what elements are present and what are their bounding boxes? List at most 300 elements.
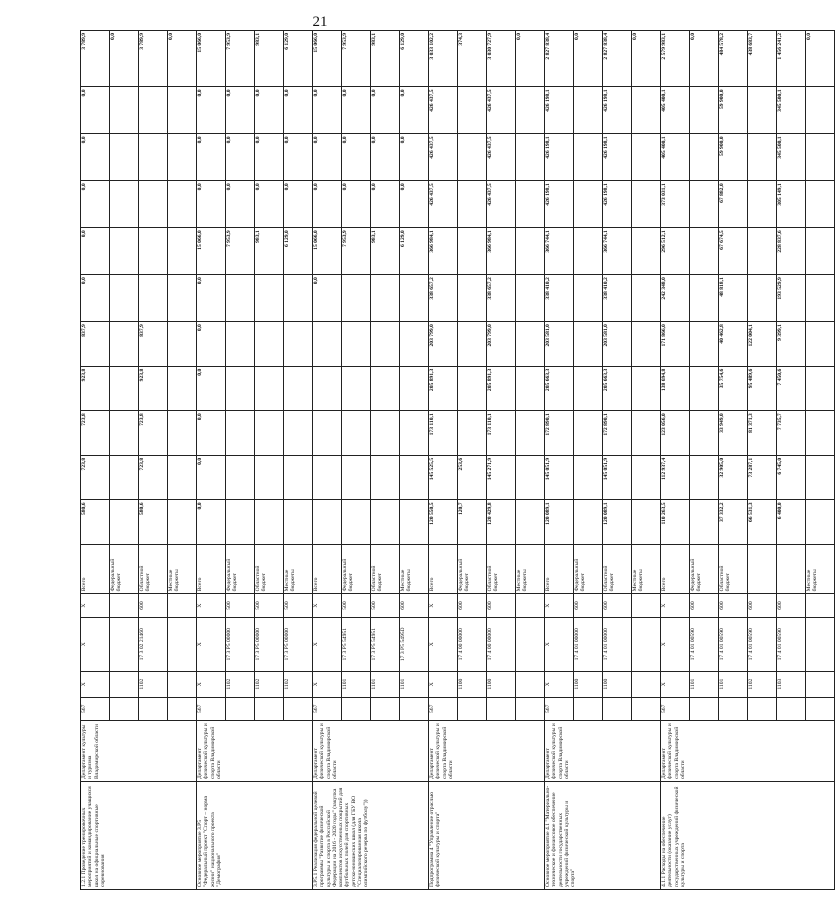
cell-y2019: 7 953,9 xyxy=(342,228,371,275)
cell-source: Областной бюджет xyxy=(371,545,400,594)
cell-agency: Департамент физической культуры и спорта Владимирской области xyxy=(429,721,545,782)
cell-y2020 xyxy=(516,181,545,228)
cell-grbs xyxy=(458,697,487,720)
cell-y2015 xyxy=(806,411,835,456)
cell-y2019 xyxy=(690,228,719,275)
cell-y2020: 0,0 xyxy=(400,181,429,228)
cell-vr: 600 xyxy=(719,594,748,617)
cell-source: Областной бюджет xyxy=(487,545,516,594)
cell-y2017 xyxy=(371,322,400,367)
cell-y2017 xyxy=(400,322,429,367)
cell-csr: 17 4 00 00000 xyxy=(487,617,516,671)
cell-y2014: 73 287,1 xyxy=(748,455,777,500)
cell-csr: X xyxy=(545,617,574,671)
cell-source: Местные бюджеты xyxy=(400,545,429,594)
cell-y2014: 145 525,5 xyxy=(429,455,458,500)
cell-source: Федеральный бюджет xyxy=(574,545,603,594)
cell-y2023: 15 066,0 xyxy=(313,31,342,87)
cell-y2018: 0,0 xyxy=(197,275,226,322)
cell-y2016 xyxy=(574,366,603,411)
cell-y2014: 145 051,9 xyxy=(545,455,574,500)
cell-y2018 xyxy=(516,275,545,322)
cell-y2014 xyxy=(226,455,255,500)
cell-source: Всего xyxy=(81,545,110,594)
table-row xyxy=(197,31,226,890)
cell-grbs xyxy=(139,697,168,720)
cell-total: 120 429,8 xyxy=(487,500,516,545)
cell-name: Основное мероприятие 4.1 "Материально-техническое и финансовое обеспечение деятельности государственных учреждений физической культуры и спорта" xyxy=(545,782,661,890)
cell-source: Всего xyxy=(429,545,458,594)
cell-y2016 xyxy=(342,366,371,411)
cell-rzpr: X xyxy=(197,671,226,697)
cell-y2015 xyxy=(516,411,545,456)
cell-y2022: 0,0 xyxy=(342,87,371,134)
cell-total: 120 089,1 xyxy=(603,500,632,545)
cell-y2023: 0,0 xyxy=(632,31,661,87)
cell-vr: 600 xyxy=(574,594,603,617)
cell-y2018 xyxy=(226,275,255,322)
cell-source: Областной бюджет xyxy=(603,545,632,594)
cell-y2023: 15 066,0 xyxy=(197,31,226,87)
cell-y2020: 426 198,1 xyxy=(545,181,574,228)
cell-y2014 xyxy=(313,455,342,500)
cell-y2016 xyxy=(632,366,661,411)
cell-y2022 xyxy=(516,87,545,134)
cell-y2022: 0,0 xyxy=(313,87,342,134)
table-row xyxy=(545,31,574,890)
cell-y2021: 0,0 xyxy=(255,134,284,181)
cell-y2020: 426 437,5 xyxy=(487,181,516,228)
cell-y2014: 145 271,9 xyxy=(487,455,516,500)
cell-name: 1.2.1 Проведение тренировочных мероприятий и командирование учащихся школ на официальные спортивные соревнования xyxy=(81,782,197,890)
cell-total: 120 089,1 xyxy=(545,500,574,545)
cell-y2021 xyxy=(806,134,835,181)
cell-y2021 xyxy=(168,134,197,181)
cell-source: Областной бюджет xyxy=(719,545,748,594)
cell-y2019: 296 512,1 xyxy=(661,228,690,275)
cell-y2019: 366 984,1 xyxy=(429,228,458,275)
cell-y2017 xyxy=(168,322,197,367)
cell-y2016: 205 891,3 xyxy=(487,366,516,411)
cell-source: Областной бюджет xyxy=(255,545,284,594)
cell-y2014: 253,6 xyxy=(458,455,487,500)
cell-y2016: 205 663,3 xyxy=(545,366,574,411)
cell-y2017: 171 866,0 xyxy=(661,322,690,367)
cell-vr: X xyxy=(313,594,342,617)
cell-y2016 xyxy=(371,366,400,411)
cell-y2016: 138 694,8 xyxy=(661,366,690,411)
cell-y2017: 203 581,0 xyxy=(545,322,574,367)
cell-y2016: 205 891,3 xyxy=(429,366,458,411)
cell-y2014: 723,8 xyxy=(81,455,110,500)
cell-y2021: 345 500,1 xyxy=(777,134,806,181)
cell-y2023: 438 683,7 xyxy=(748,31,777,87)
cell-y2017 xyxy=(226,322,255,367)
cell-grbs xyxy=(516,697,545,720)
cell-total xyxy=(168,500,197,545)
cell-source xyxy=(748,545,777,594)
cell-y2019 xyxy=(139,228,168,275)
cell-source: Федеральный бюджет xyxy=(690,545,719,594)
cell-rzpr: 1102 xyxy=(748,671,777,697)
cell-source: Федеральный бюджет xyxy=(226,545,255,594)
cell-rzpr: 1102 xyxy=(139,671,168,697)
cell-y2019 xyxy=(168,228,197,275)
cell-y2015: 0,0 xyxy=(197,411,226,456)
cell-y2019: 983,1 xyxy=(371,228,400,275)
cell-y2023: 0,0 xyxy=(110,31,139,87)
cell-total xyxy=(371,500,400,545)
cell-csr: X xyxy=(313,617,342,671)
cell-y2016: 923,8 xyxy=(81,366,110,411)
cell-y2019: 366 744,1 xyxy=(603,228,632,275)
cell-y2021 xyxy=(632,134,661,181)
cell-y2018 xyxy=(168,275,197,322)
cell-y2018: 338 657,2 xyxy=(429,275,458,322)
cell-y2020: 426 198,1 xyxy=(603,181,632,228)
cell-y2017 xyxy=(458,322,487,367)
cell-y2018: 338 410,2 xyxy=(545,275,574,322)
cell-grbs: 567 xyxy=(313,697,342,720)
cell-y2020: 426 437,5 xyxy=(429,181,458,228)
cell-csr: 17 3 P5 00000 xyxy=(226,617,255,671)
cell-source: Местные бюджеты xyxy=(284,545,313,594)
cell-csr xyxy=(806,617,835,671)
cell-source: Всего xyxy=(545,545,574,594)
cell-vr: 600 xyxy=(458,594,487,617)
cell-vr: 600 xyxy=(400,594,429,617)
cell-y2022 xyxy=(168,87,197,134)
cell-csr: X xyxy=(661,617,690,671)
cell-grbs: 567 xyxy=(197,697,226,720)
cell-vr: X xyxy=(197,594,226,617)
cell-rzpr: 1101 xyxy=(371,671,400,697)
cell-y2015 xyxy=(313,411,342,456)
cell-y2021 xyxy=(139,134,168,181)
cell-grbs xyxy=(777,697,806,720)
cell-y2014: 32 905,0 xyxy=(719,455,748,500)
cell-y2021: 0,0 xyxy=(197,134,226,181)
cell-y2021: 0,0 xyxy=(342,134,371,181)
cell-y2015: 7 735,7 xyxy=(777,411,806,456)
cell-vr: 500 xyxy=(226,594,255,617)
cell-csr: 17 4 01 00000 xyxy=(574,617,603,671)
cell-y2020 xyxy=(574,181,603,228)
cell-y2016: 7 450,6 xyxy=(777,366,806,411)
cell-y2021: 0,0 xyxy=(400,134,429,181)
cell-agency: Департамент физической культуры и спорта Владимирской области xyxy=(545,721,661,782)
cell-grbs xyxy=(748,697,777,720)
cell-y2017 xyxy=(284,322,313,367)
cell-total xyxy=(110,500,139,545)
cell-y2019: 366 744,1 xyxy=(545,228,574,275)
cell-rzpr: X xyxy=(81,671,110,697)
cell-y2016: 95 489,6 xyxy=(748,366,777,411)
cell-y2021 xyxy=(574,134,603,181)
cell-y2016 xyxy=(168,366,197,411)
cell-total xyxy=(632,500,661,545)
cell-y2017 xyxy=(632,322,661,367)
cell-y2019: 366 984,1 xyxy=(487,228,516,275)
cell-y2015: 33 949,0 xyxy=(719,411,748,456)
cell-rzpr: 1101 xyxy=(400,671,429,697)
cell-y2022 xyxy=(139,87,168,134)
cell-y2015 xyxy=(632,411,661,456)
cell-y2019: 15 066,0 xyxy=(197,228,226,275)
cell-y2015: 172 890,1 xyxy=(603,411,632,456)
cell-y2022: 0,0 xyxy=(284,87,313,134)
cell-y2020: 373 031,1 xyxy=(661,181,690,228)
cell-grbs: 567 xyxy=(81,697,110,720)
cell-y2020: 0,0 xyxy=(313,181,342,228)
cell-rzpr: 1100 xyxy=(574,671,603,697)
cell-y2019: 983,1 xyxy=(255,228,284,275)
cell-y2019 xyxy=(748,228,777,275)
cell-grbs xyxy=(487,697,516,720)
cell-y2020 xyxy=(690,181,719,228)
cell-y2018: 193 529,9 xyxy=(777,275,806,322)
cell-source xyxy=(777,545,806,594)
cell-y2017: 0,0 xyxy=(197,322,226,367)
cell-y2016 xyxy=(690,366,719,411)
cell-y2017: 122 004,1 xyxy=(748,322,777,367)
cell-y2019 xyxy=(110,228,139,275)
cell-grbs xyxy=(632,697,661,720)
cell-vr: 500 xyxy=(371,594,400,617)
cell-y2020: 0,0 xyxy=(255,181,284,228)
cell-y2021: 426 198,1 xyxy=(603,134,632,181)
cell-vr xyxy=(516,594,545,617)
cell-name: 3.P5.1 Реализация федеральной целевой программы "Развитие физической культуры и спорта в Российской Федерации на 2016 - 2020 годы" (закупка комплектов искусственных покрытий для футбольных полей для спортивных детско-юношеских школ (для ГБУ ВО "Специализированная школа олимпийского резерва по футболу")) xyxy=(313,782,429,890)
cell-vr xyxy=(632,594,661,617)
cell-y2016 xyxy=(255,366,284,411)
cell-y2022 xyxy=(806,87,835,134)
cell-y2018 xyxy=(400,275,429,322)
cell-rzpr: X xyxy=(429,671,458,697)
cell-y2015 xyxy=(342,411,371,456)
cell-rzpr: 1101 xyxy=(342,671,371,697)
cell-y2020: 67 882,0 xyxy=(719,181,748,228)
cell-y2023: 3 789,9 xyxy=(139,31,168,87)
cell-y2020 xyxy=(806,181,835,228)
cell-y2018: 242 348,0 xyxy=(661,275,690,322)
cell-y2022 xyxy=(632,87,661,134)
cell-y2018 xyxy=(458,275,487,322)
cell-source: Всего xyxy=(313,545,342,594)
budget-table xyxy=(80,30,835,890)
cell-y2015: 723,8 xyxy=(81,411,110,456)
cell-agency: Департамент физической культуры и спорта Владимирской области xyxy=(661,721,835,782)
cell-csr xyxy=(110,617,139,671)
cell-y2017 xyxy=(342,322,371,367)
cell-y2016 xyxy=(458,366,487,411)
cell-grbs xyxy=(574,697,603,720)
cell-csr: 17 3 02 21460 xyxy=(139,617,168,671)
cell-csr: 17 3 P5 54951 xyxy=(371,617,400,671)
cell-y2016: 0,0 xyxy=(197,366,226,411)
cell-y2023: 1 456 241,2 xyxy=(777,31,806,87)
cell-y2022: 426 198,1 xyxy=(603,87,632,134)
cell-vr: 600 xyxy=(748,594,777,617)
cell-y2021: 0,0 xyxy=(81,134,110,181)
cell-y2015 xyxy=(574,411,603,456)
cell-total: 37 332,2 xyxy=(719,500,748,545)
cell-y2018: 338 657,2 xyxy=(487,275,516,322)
cell-y2020: 0,0 xyxy=(197,181,226,228)
cell-source: Местные бюджеты xyxy=(168,545,197,594)
cell-y2020: 305 149,1 xyxy=(777,181,806,228)
cell-y2021 xyxy=(110,134,139,181)
cell-y2017 xyxy=(574,322,603,367)
cell-y2023: 2 827 838,4 xyxy=(545,31,574,87)
cell-y2021: 0,0 xyxy=(284,134,313,181)
cell-y2014 xyxy=(284,455,313,500)
cell-vr xyxy=(168,594,197,617)
cell-y2022: 426 437,5 xyxy=(487,87,516,134)
cell-y2021: 0,0 xyxy=(313,134,342,181)
cell-total xyxy=(255,500,284,545)
cell-y2018 xyxy=(690,275,719,322)
cell-y2018 xyxy=(574,275,603,322)
cell-y2018 xyxy=(284,275,313,322)
cell-y2016: 923,8 xyxy=(139,366,168,411)
cell-y2019 xyxy=(632,228,661,275)
cell-vr: 500 xyxy=(342,594,371,617)
cell-y2020 xyxy=(168,181,197,228)
cell-y2021 xyxy=(458,134,487,181)
cell-rzpr xyxy=(168,671,197,697)
cell-csr: 17 4 01 00000 xyxy=(603,617,632,671)
cell-vr: X xyxy=(545,594,574,617)
cell-y2015 xyxy=(284,411,313,456)
cell-y2015 xyxy=(226,411,255,456)
cell-y2023: 3 789,9 xyxy=(81,31,110,87)
cell-y2022 xyxy=(690,87,719,134)
cell-y2022: 426 198,1 xyxy=(545,87,574,134)
cell-total xyxy=(806,500,835,545)
cell-csr: 17 4 01 00590 xyxy=(690,617,719,671)
cell-rzpr: 1103 xyxy=(777,671,806,697)
cell-y2014 xyxy=(400,455,429,500)
cell-y2022: 345 500,1 xyxy=(777,87,806,134)
cell-grbs xyxy=(226,697,255,720)
cell-grbs xyxy=(284,697,313,720)
cell-y2015 xyxy=(255,411,284,456)
cell-csr: X xyxy=(81,617,110,671)
cell-vr: X xyxy=(429,594,458,617)
cell-source: Всего xyxy=(661,545,690,594)
cell-y2022: 59 900,0 xyxy=(719,87,748,134)
cell-y2023: 374,3 xyxy=(458,31,487,87)
cell-rzpr: 1100 xyxy=(603,671,632,697)
cell-vr: 600 xyxy=(487,594,516,617)
cell-y2020: 0,0 xyxy=(342,181,371,228)
cell-grbs: 567 xyxy=(661,697,690,720)
cell-y2014 xyxy=(168,455,197,500)
cell-y2017 xyxy=(313,322,342,367)
cell-grbs xyxy=(342,697,371,720)
cell-total xyxy=(342,500,371,545)
cell-name: Подпрограмма 4 "Управление отраслью физической культуры и спорта" xyxy=(429,782,545,890)
cell-agency: Департамент культуры и туризма Владимирской области xyxy=(81,721,197,782)
cell-y2021: 59 900,0 xyxy=(719,134,748,181)
cell-y2019 xyxy=(516,228,545,275)
cell-csr xyxy=(516,617,545,671)
cell-y2017 xyxy=(255,322,284,367)
cell-y2023: 7 953,9 xyxy=(342,31,371,87)
cell-y2021: 405 400,1 xyxy=(661,134,690,181)
cell-y2019: 6 129,0 xyxy=(284,228,313,275)
cell-y2018: 338 410,2 xyxy=(603,275,632,322)
cell-y2023: 0,0 xyxy=(574,31,603,87)
cell-y2021: 0,0 xyxy=(226,134,255,181)
cell-y2020 xyxy=(748,181,777,228)
cell-y2016 xyxy=(806,366,835,411)
cell-rzpr: 1102 xyxy=(284,671,313,697)
cell-y2021: 426 437,5 xyxy=(487,134,516,181)
cell-y2023: 484 578,2 xyxy=(719,31,748,87)
cell-y2019: 67 674,5 xyxy=(719,228,748,275)
cell-y2019: 6 129,0 xyxy=(400,228,429,275)
cell-y2021 xyxy=(690,134,719,181)
cell-y2016 xyxy=(313,366,342,411)
cell-grbs xyxy=(168,697,197,720)
cell-name: Основное мероприятие 3.P5 "Федеральный проект "Спорт – норма жизни" национального проекта "Демография" xyxy=(197,782,313,890)
cell-y2017: 203 581,0 xyxy=(603,322,632,367)
cell-vr: 600 xyxy=(777,594,806,617)
cell-y2014 xyxy=(632,455,661,500)
cell-source: Местные бюджеты xyxy=(806,545,835,594)
cell-y2018 xyxy=(139,275,168,322)
cell-total: 580,6 xyxy=(81,500,110,545)
cell-y2017: 837,9 xyxy=(139,322,168,367)
cell-vr: 500 xyxy=(284,594,313,617)
cell-y2014 xyxy=(342,455,371,500)
cell-y2023: 0,0 xyxy=(806,31,835,87)
table-row xyxy=(429,31,458,890)
cell-rzpr: X xyxy=(313,671,342,697)
cell-rzpr: 1102 xyxy=(255,671,284,697)
cell-csr: 17 3 P5 00000 xyxy=(284,617,313,671)
cell-y2015 xyxy=(690,411,719,456)
cell-y2016: 205 663,3 xyxy=(603,366,632,411)
cell-rzpr xyxy=(516,671,545,697)
cell-vr: X xyxy=(661,594,690,617)
cell-source: Федеральный бюджет xyxy=(110,545,139,594)
cell-y2022: 0,0 xyxy=(197,87,226,134)
cell-source: Местные бюджеты xyxy=(632,545,661,594)
cell-y2020 xyxy=(110,181,139,228)
cell-y2014 xyxy=(690,455,719,500)
cell-csr: 17 4 01 00590 xyxy=(777,617,806,671)
cell-y2014 xyxy=(516,455,545,500)
cell-y2023: 6 129,0 xyxy=(400,31,429,87)
cell-y2015 xyxy=(458,411,487,456)
cell-y2023: 983,1 xyxy=(371,31,400,87)
cell-y2017 xyxy=(516,322,545,367)
cell-y2017 xyxy=(806,322,835,367)
cell-y2014 xyxy=(371,455,400,500)
cell-grbs xyxy=(806,697,835,720)
cell-name: 4.1.1 Расходы на обеспечение деятельности (оказание услуг) государственных учреждений физической культуры и спорта xyxy=(661,782,835,890)
table-row xyxy=(313,31,342,890)
cell-y2015 xyxy=(168,411,197,456)
cell-total xyxy=(574,500,603,545)
cell-y2020: 0,0 xyxy=(284,181,313,228)
cell-y2018: 0,0 xyxy=(313,275,342,322)
cell-rzpr: X xyxy=(545,671,574,697)
cell-y2018 xyxy=(748,275,777,322)
